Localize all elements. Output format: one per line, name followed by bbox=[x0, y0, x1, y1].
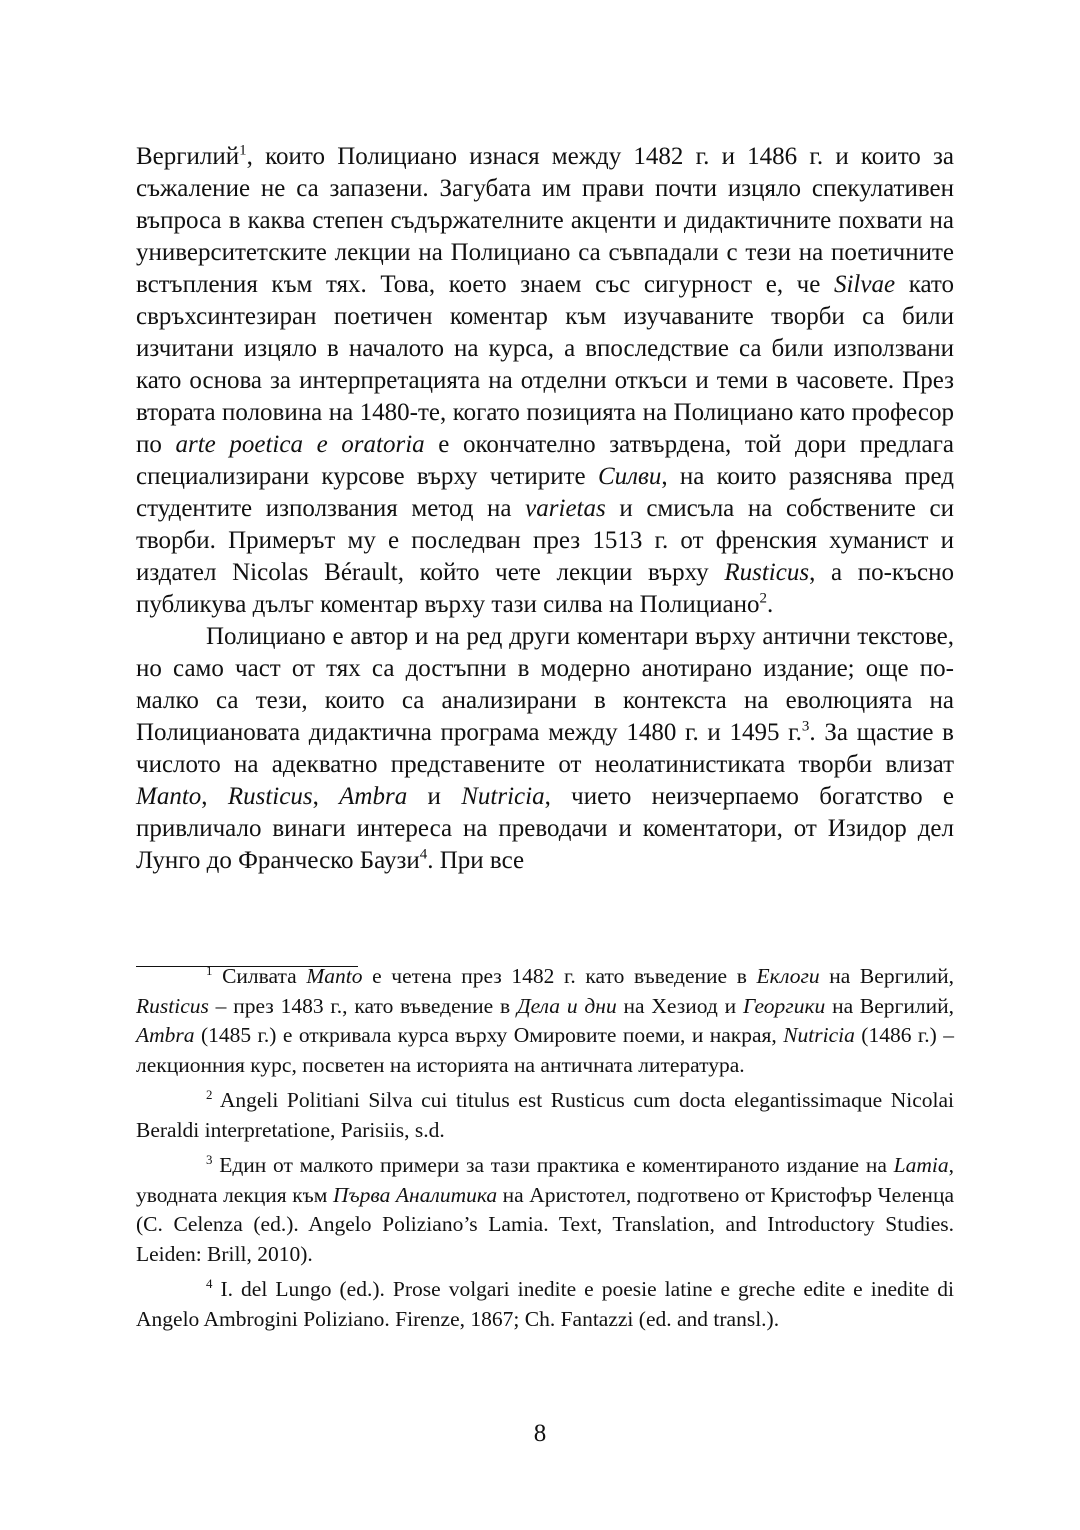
text-run: – през 1483 г., като въведение в bbox=[208, 993, 517, 1018]
text-run: и смисъла на собствените си творби. Примерът му е последван през 1513 г. от френския хуманист и издател Nicolas Bérault, който чете лекции върху bbox=[136, 495, 955, 586]
footnote-ref-2[interactable]: 2 bbox=[759, 590, 767, 607]
footnote-1 bbox=[136, 962, 954, 1080]
text-run: е окончателно затвърдена, той дори предлага специализирани курсове върху четирите bbox=[136, 431, 954, 490]
italic-term: Първа Аналитика bbox=[332, 1182, 498, 1207]
footnote-number: 2 bbox=[206, 1088, 213, 1103]
text-run: Angeli Politiani Silva cui titulus est Rusticus cum docta elegantissimaque Nicolai Beraldi interpretatione, Parisiis, s.d. bbox=[136, 1088, 954, 1142]
italic-term: arte poetica e oratoria bbox=[175, 431, 425, 458]
text-run: (1485 г.) е откривала курса върху Омировите поеми, и накрая, bbox=[194, 1023, 784, 1047]
paragraph-1 bbox=[136, 141, 954, 621]
paragraph-2 bbox=[136, 621, 954, 877]
text-run: като свръхсинтезиран поетичен коментар към изучаваните творби са били изчитани изцяло в началото на курса, а впоследствие са били използвани като основа за интерпретацията на отделни откъси и теми в часовете. През втората половина на 1480-те, когато позицията на Полициано като професор по bbox=[136, 271, 955, 458]
italic-term: Manto bbox=[306, 964, 363, 988]
footnote-4 bbox=[136, 1275, 954, 1334]
footnote-number: 4 bbox=[206, 1277, 213, 1292]
text-run: , чието неизчерпаемо богатство е привличало винаги интереса на преводачи и коментатори, от Изидор дел Лунго до Франческо Баузи bbox=[136, 783, 954, 874]
italic-term: varietas bbox=[525, 495, 606, 522]
footnote-number: 3 bbox=[206, 1153, 213, 1168]
text-run: на Вергилий, bbox=[819, 964, 955, 988]
footnote-ref-4[interactable]: 4 bbox=[419, 846, 428, 863]
text-run: , bbox=[201, 783, 228, 810]
text-run: и bbox=[407, 783, 462, 810]
footnote-ref-1[interactable]: 1 bbox=[239, 142, 247, 159]
italic-term: Manto bbox=[136, 783, 202, 810]
text-run: Един от малкото примери за тази практика е коментираното издание на bbox=[212, 1153, 894, 1177]
page-number: 8 bbox=[533, 1420, 547, 1447]
italic-term: Силви bbox=[597, 463, 662, 490]
text-run: . При все bbox=[427, 847, 525, 874]
italic-term: Ambra bbox=[136, 1023, 195, 1047]
footnotes bbox=[136, 962, 954, 1340]
italic-term: Rusticus bbox=[136, 993, 209, 1018]
footnote-ref-3[interactable]: 3 bbox=[801, 718, 810, 735]
text-run: Силвата bbox=[212, 964, 307, 988]
text-run: I. del Lungo (ed.). Prose volgari inedite e poesie latine e greche edite e inedite di Angelo Ambrogini Poliziano. Firenze, 1867; Ch. Fantazzi (ed. and transl.). bbox=[136, 1277, 954, 1331]
footnote-number: 1 bbox=[206, 964, 213, 979]
italic-term: Nutricia bbox=[783, 1023, 855, 1047]
text-run: . bbox=[767, 591, 774, 618]
text-run: (1486 г.) – лекционния курс, посветен на историята на античната литература. bbox=[136, 1023, 954, 1077]
italic-term: Дела и дни bbox=[516, 993, 617, 1018]
italic-term: Георгики bbox=[742, 993, 826, 1018]
footnote-3 bbox=[136, 1151, 954, 1269]
text-run: , на които разяснява пред студентите използвания метод на bbox=[136, 463, 954, 522]
italic-term: Ambra bbox=[339, 783, 408, 810]
italic-term: Еклоги bbox=[756, 964, 820, 988]
italic-term: Lamia bbox=[893, 1153, 949, 1177]
italic-term: Silvae bbox=[833, 271, 896, 298]
italic-term: Rusticus bbox=[227, 783, 313, 810]
text-run: , а по-късно публикува дълъг коментар върху тази силва на Полициано bbox=[136, 559, 954, 618]
text-run: на Аристотел, подготвено от Кристофър Челенца (C. Celenza (ed.). Angelo Poliziano’s Lamia. Text, Translation, and Introductory Studies. Leiden: Brill, 2010). bbox=[136, 1182, 954, 1266]
text-run: на Хезиод и bbox=[616, 993, 743, 1018]
text-run: , които Полициано изнася между 1482 г. и 1486 г. и които за съжаление не са запазени. Загубата им прави почти изцяло спекулативен въпроса в каква степен съдържателните акценти и дидактичните похвати на университетските лекции на Полициано са съвпадали с тези на поетичните встъпления към тях. Това, което знаем със сигурност е, че bbox=[136, 143, 954, 298]
text-run: , bbox=[312, 783, 340, 810]
footnote-2 bbox=[136, 1086, 954, 1145]
text-run: , уводната лекция към bbox=[136, 1153, 954, 1207]
text-run: е четена през 1482 г. като въведение в bbox=[362, 964, 757, 988]
text-run: . За щастие в числото на адекватно представените от неолатинистиката творби влизат bbox=[136, 719, 954, 778]
text-run: Полициано е автор и на ред други коментари върху антични текстове, но само част от тях са достъпни в модерно анотирано издание; още по-малко са тези, които са анализирани в контекста на еволюцията на Полициановата дидактична програма между 1480 г. и 1495 г. bbox=[136, 623, 954, 746]
italic-term: Nutricia bbox=[461, 783, 545, 810]
main-text bbox=[136, 141, 954, 877]
text-run: Вергилий bbox=[136, 143, 240, 170]
italic-term: Rusticus bbox=[724, 559, 810, 586]
text-run: на Вергилий, bbox=[825, 993, 954, 1018]
